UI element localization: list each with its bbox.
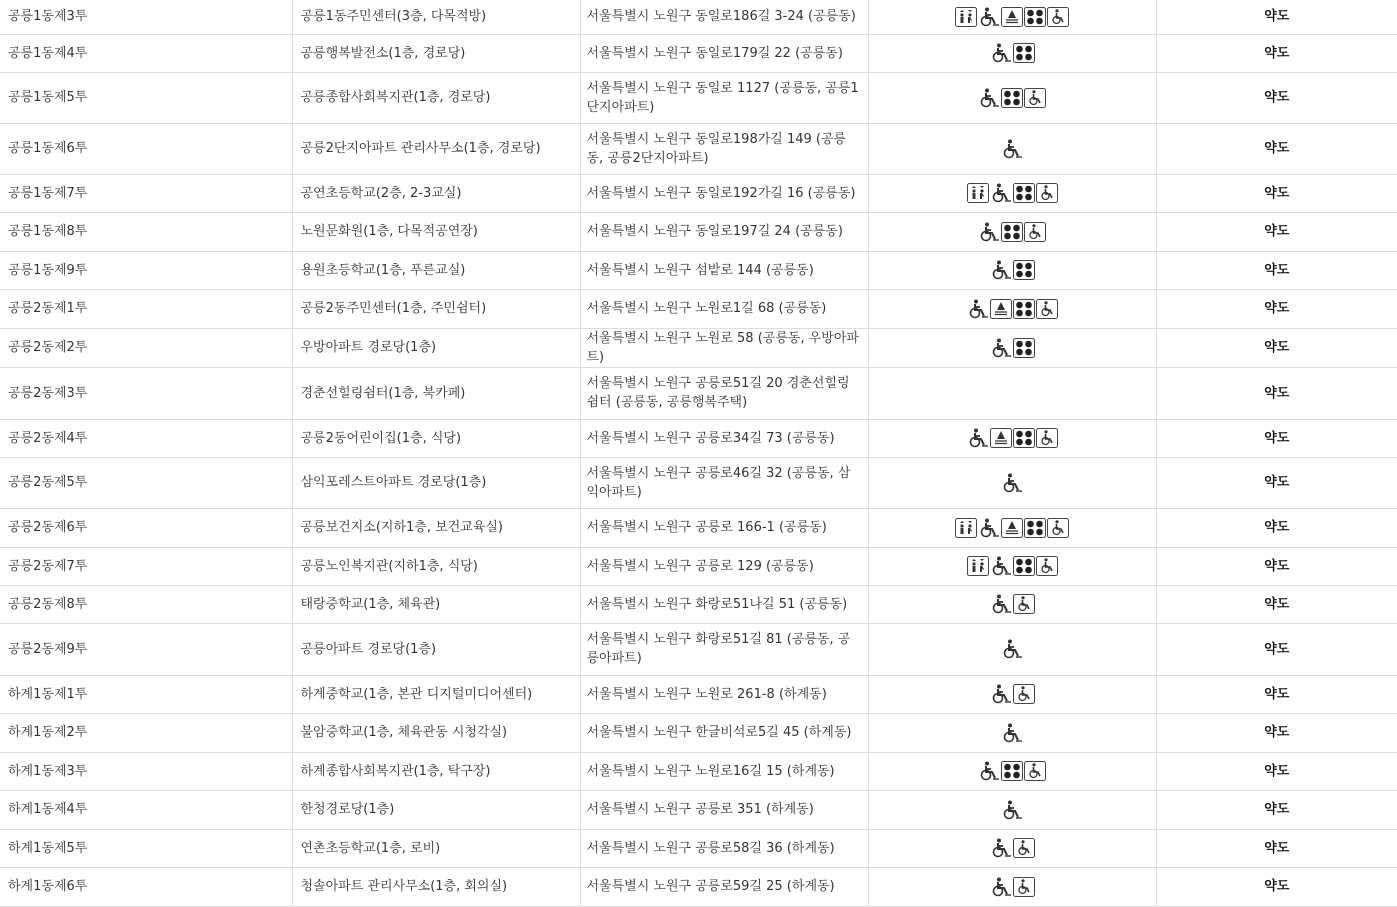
- table-row: [0, 419, 1397, 457]
- map-link[interactable]: 약도: [1156, 328, 1397, 367]
- accessibility-icons-cell: [868, 713, 1156, 752]
- address-cell: 서울특별시 노원구 섬밭로 144 (공릉동): [580, 251, 868, 289]
- braille-icon: [1013, 556, 1035, 576]
- map-link[interactable]: 약도: [1156, 0, 1397, 34]
- address-cell: 서울특별시 노원구 동일로179길 22 (공릉동): [580, 34, 868, 72]
- map-link[interactable]: 약도: [1156, 829, 1397, 867]
- location-cell: 삼익포레스트아파트 경로당(1층): [292, 457, 580, 508]
- address-cell: 서울특별시 노원구 공릉로 351 (하계동): [580, 790, 868, 829]
- location-cell: 공릉아파트 경로당(1층): [292, 623, 580, 675]
- wheelchair-icon: [990, 338, 1012, 358]
- wheelchair-boxed-icon: [1024, 222, 1046, 242]
- wheelchair-icon: [967, 428, 989, 448]
- map-link[interactable]: 약도: [1156, 174, 1397, 212]
- location-cell: 경춘선힐링쉼터(1층, 북카페): [292, 367, 580, 419]
- accessibility-icons-cell: [868, 752, 1156, 790]
- location-cell: 하계종합사회복지관(1층, 탁구장): [292, 752, 580, 790]
- ramp-icon: [1001, 518, 1023, 538]
- accessibility-icons-cell: [868, 34, 1156, 72]
- wheelchair-boxed-icon: [1013, 838, 1035, 858]
- wheelchair-icon: [1001, 139, 1023, 159]
- address-cell: 서울특별시 노원구 화랑로51길 81 (공릉동, 공릉아파트): [580, 623, 868, 675]
- map-link[interactable]: 약도: [1156, 367, 1397, 419]
- ramp-icon: [990, 428, 1012, 448]
- braille-icon: [1013, 183, 1035, 203]
- wheelchair-icon: [1001, 800, 1023, 820]
- table-row: [0, 72, 1397, 123]
- location-cell: 태랑중학교(1층, 체육관): [292, 585, 580, 623]
- precinct-cell: 공릉1동제3투: [0, 0, 292, 34]
- address-cell: 서울특별시 노원구 공릉로 166-1 (공릉동): [580, 508, 868, 547]
- location-cell: 불암중학교(1층, 체육관동 시청각실): [292, 713, 580, 752]
- address-cell: 서울특별시 노원구 공릉로58길 36 (하계동): [580, 829, 868, 867]
- location-cell: 공연초등학교(2층, 2-3교실): [292, 174, 580, 212]
- accessibility-icons-cell: [868, 212, 1156, 251]
- precinct-cell: 하계1동제6투: [0, 867, 292, 906]
- map-link[interactable]: 약도: [1156, 675, 1397, 713]
- ramp-icon: [1001, 7, 1023, 27]
- wheelchair-icon: [990, 684, 1012, 704]
- table-row: [0, 752, 1397, 790]
- address-cell: 서울특별시 노원구 노원로 261-8 (하계동): [580, 675, 868, 713]
- address-cell: 서울특별시 노원구 노원로1길 68 (공릉동): [580, 289, 868, 328]
- wheelchair-boxed-icon: [1013, 594, 1035, 614]
- location-cell: 용원초등학교(1층, 푸른교실): [292, 251, 580, 289]
- map-link[interactable]: 약도: [1156, 867, 1397, 906]
- wheelchair-icon: [990, 594, 1012, 614]
- accessibility-icons-cell: [868, 829, 1156, 867]
- wheelchair-icon: [990, 877, 1012, 897]
- wheelchair-icon: [1001, 473, 1023, 493]
- elevator-icon: [955, 7, 977, 27]
- accessibility-icons-cell: [868, 790, 1156, 829]
- location-cell: 하계중학교(1층, 본관 디지털미디어센터): [292, 675, 580, 713]
- wheelchair-icon: [967, 299, 989, 319]
- address-cell: 서울특별시 노원구 동일로198가길 149 (공릉동, 공릉2단지아파트): [580, 123, 868, 174]
- accessibility-icons-cell: [868, 457, 1156, 508]
- precinct-cell: 공릉2동제1투: [0, 289, 292, 328]
- address-cell: 서울특별시 노원구 공릉로 129 (공릉동): [580, 547, 868, 585]
- wheelchair-boxed-icon: [1047, 518, 1069, 538]
- wheelchair-boxed-icon: [1036, 299, 1058, 319]
- map-link[interactable]: 약도: [1156, 623, 1397, 675]
- map-link[interactable]: 약도: [1156, 508, 1397, 547]
- address-cell: 서울특별시 노원구 한글비석로5길 45 (하계동): [580, 713, 868, 752]
- elevator-icon: [955, 518, 977, 538]
- precinct-cell: 공릉2동제3투: [0, 367, 292, 419]
- map-link[interactable]: 약도: [1156, 419, 1397, 457]
- address-cell: 서울특별시 노원구 노원로 58 (공릉동, 우방아파트): [580, 328, 868, 367]
- wheelchair-icon: [978, 222, 1000, 242]
- location-cell: 공릉2동주민센터(1층, 주민쉼터): [292, 289, 580, 328]
- location-cell: 공릉보건지소(지하1층, 보건교육실): [292, 508, 580, 547]
- table-row: [0, 829, 1397, 867]
- braille-icon: [1001, 761, 1023, 781]
- table-row: [0, 547, 1397, 585]
- location-cell: 공릉1동주민센터(3층, 다목적방): [292, 0, 580, 34]
- table-row: [0, 251, 1397, 289]
- address-cell: 서울특별시 노원구 동일로 1127 (공릉동, 공릉1단지아파트): [580, 72, 868, 123]
- address-cell: 서울특별시 노원구 공릉로59길 25 (하계동): [580, 867, 868, 906]
- elevator-icon: [967, 556, 989, 576]
- table-row: [0, 328, 1397, 367]
- precinct-cell: 하계1동제4투: [0, 790, 292, 829]
- wheelchair-icon: [990, 260, 1012, 280]
- accessibility-icons-cell: [868, 623, 1156, 675]
- map-link[interactable]: 약도: [1156, 72, 1397, 123]
- map-link[interactable]: 약도: [1156, 547, 1397, 585]
- map-link[interactable]: 약도: [1156, 289, 1397, 328]
- wheelchair-icon: [990, 556, 1012, 576]
- address-cell: 서울특별시 노원구 공릉로46길 32 (공릉동, 삼익아파트): [580, 457, 868, 508]
- table-row: [0, 623, 1397, 675]
- wheelchair-icon: [990, 183, 1012, 203]
- map-link[interactable]: 약도: [1156, 790, 1397, 829]
- precinct-cell: 공릉1동제6투: [0, 123, 292, 174]
- precinct-cell: 공릉2동제5투: [0, 457, 292, 508]
- wheelchair-boxed-icon: [1013, 684, 1035, 704]
- wheelchair-boxed-icon: [1047, 7, 1069, 27]
- braille-icon: [1013, 338, 1035, 358]
- wheelchair-boxed-icon: [1024, 761, 1046, 781]
- wheelchair-boxed-icon: [1013, 877, 1035, 897]
- map-link[interactable]: 약도: [1156, 457, 1397, 508]
- location-cell: 공릉종합사회복지관(1층, 경로당): [292, 72, 580, 123]
- accessibility-icons-cell: [868, 419, 1156, 457]
- precinct-cell: 하계1동제3투: [0, 752, 292, 790]
- wheelchair-boxed-icon: [1036, 428, 1058, 448]
- wheelchair-boxed-icon: [1036, 183, 1058, 203]
- precinct-cell: 공릉2동제7투: [0, 547, 292, 585]
- accessibility-icons-cell: [868, 367, 1156, 419]
- wheelchair-icon: [978, 7, 1000, 27]
- braille-icon: [1024, 7, 1046, 27]
- wheelchair-icon: [990, 838, 1012, 858]
- elevator-icon: [967, 183, 989, 203]
- braille-icon: [1001, 222, 1023, 242]
- table-row: [0, 367, 1397, 419]
- accessibility-icons-cell: [868, 867, 1156, 906]
- precinct-cell: 공릉2동제9투: [0, 623, 292, 675]
- precinct-cell: 하계1동제2투: [0, 713, 292, 752]
- location-cell: 공릉2동어린이집(1층, 식당): [292, 419, 580, 457]
- accessibility-icons-cell: [868, 123, 1156, 174]
- table-row: [0, 585, 1397, 623]
- address-cell: 서울특별시 노원구 화랑로51나길 51 (공릉동): [580, 585, 868, 623]
- precinct-cell: 공릉1동제4투: [0, 34, 292, 72]
- precinct-cell: 공릉2동제8투: [0, 585, 292, 623]
- map-link[interactable]: 약도: [1156, 251, 1397, 289]
- precinct-cell: 공릉1동제5투: [0, 72, 292, 123]
- braille-icon: [1024, 518, 1046, 538]
- address-cell: 서울특별시 노원구 동일로197길 24 (공릉동): [580, 212, 868, 251]
- precinct-cell: 공릉2동제6투: [0, 508, 292, 547]
- braille-icon: [1001, 88, 1023, 108]
- location-cell: 노원문화원(1층, 다목적공연장): [292, 212, 580, 251]
- wheelchair-icon: [990, 43, 1012, 63]
- precinct-cell: 공릉2동제2투: [0, 328, 292, 367]
- map-link[interactable]: 약도: [1156, 123, 1397, 174]
- location-cell: 우방아파트 경로당(1층): [292, 328, 580, 367]
- accessibility-icons-cell: [868, 508, 1156, 547]
- wheelchair-boxed-icon: [1024, 88, 1046, 108]
- address-cell: 서울특별시 노원구 공릉로51길 20 경춘선힐링쉼터 (공릉동, 공릉행복주택): [580, 367, 868, 419]
- location-cell: 공릉행복발전소(1층, 경로당): [292, 34, 580, 72]
- braille-icon: [1013, 299, 1035, 319]
- accessibility-icons-cell: [868, 585, 1156, 623]
- address-cell: 서울특별시 노원구 동일로192가길 16 (공릉동): [580, 174, 868, 212]
- map-link[interactable]: 약도: [1156, 585, 1397, 623]
- braille-icon: [1013, 260, 1035, 280]
- map-link[interactable]: 약도: [1156, 212, 1397, 251]
- wheelchair-icon: [1001, 639, 1023, 659]
- table-row: [0, 675, 1397, 713]
- accessibility-icons-cell: [868, 174, 1156, 212]
- accessibility-icons-cell: [868, 289, 1156, 328]
- precinct-cell: 공릉1동제8투: [0, 212, 292, 251]
- accessibility-icons-cell: [868, 675, 1156, 713]
- accessibility-icons-cell: [868, 72, 1156, 123]
- accessibility-icons-cell: [868, 547, 1156, 585]
- location-cell: 청솔아파트 관리사무소(1층, 회의실): [292, 867, 580, 906]
- precinct-cell: 공릉2동제4투: [0, 419, 292, 457]
- location-cell: 연촌초등학교(1층, 로비): [292, 829, 580, 867]
- table-row: [0, 174, 1397, 212]
- braille-icon: [1013, 43, 1035, 63]
- accessibility-icons-cell: [868, 328, 1156, 367]
- location-cell: 공릉2단지아파트 관리사무소(1층, 경로당): [292, 123, 580, 174]
- wheelchair-icon: [978, 761, 1000, 781]
- ramp-icon: [990, 299, 1012, 319]
- location-cell: 공릉노인복지관(지하1층, 식당): [292, 547, 580, 585]
- table-row: [0, 790, 1397, 829]
- accessibility-icons-cell: [868, 0, 1156, 34]
- wheelchair-icon: [978, 88, 1000, 108]
- precinct-cell: 공릉1동제9투: [0, 251, 292, 289]
- address-cell: 서울특별시 노원구 공릉로34길 73 (공릉동): [580, 419, 868, 457]
- address-cell: 서울특별시 노원구 동일로186길 3-24 (공릉동): [580, 0, 868, 34]
- table-row: [0, 508, 1397, 547]
- accessibility-icons-cell: [868, 251, 1156, 289]
- table-row: [0, 0, 1397, 34]
- map-link[interactable]: 약도: [1156, 34, 1397, 72]
- precinct-cell: 하계1동제5투: [0, 829, 292, 867]
- location-cell: 한청경로당(1층): [292, 790, 580, 829]
- wheelchair-boxed-icon: [1036, 556, 1058, 576]
- precinct-cell: 공릉1동제7투: [0, 174, 292, 212]
- map-link[interactable]: 약도: [1156, 752, 1397, 790]
- table-row: [0, 457, 1397, 508]
- table-row: [0, 289, 1397, 328]
- table-row: [0, 713, 1397, 752]
- table-row: [0, 123, 1397, 174]
- table-row: [0, 34, 1397, 72]
- precinct-cell: 하계1동제1투: [0, 675, 292, 713]
- braille-icon: [1013, 428, 1035, 448]
- table-row: [0, 867, 1397, 906]
- wheelchair-icon: [1001, 723, 1023, 743]
- wheelchair-icon: [978, 518, 1000, 538]
- table-row: [0, 212, 1397, 251]
- address-cell: 서울특별시 노원구 노원로16길 15 (하계동): [580, 752, 868, 790]
- map-link[interactable]: 약도: [1156, 713, 1397, 752]
